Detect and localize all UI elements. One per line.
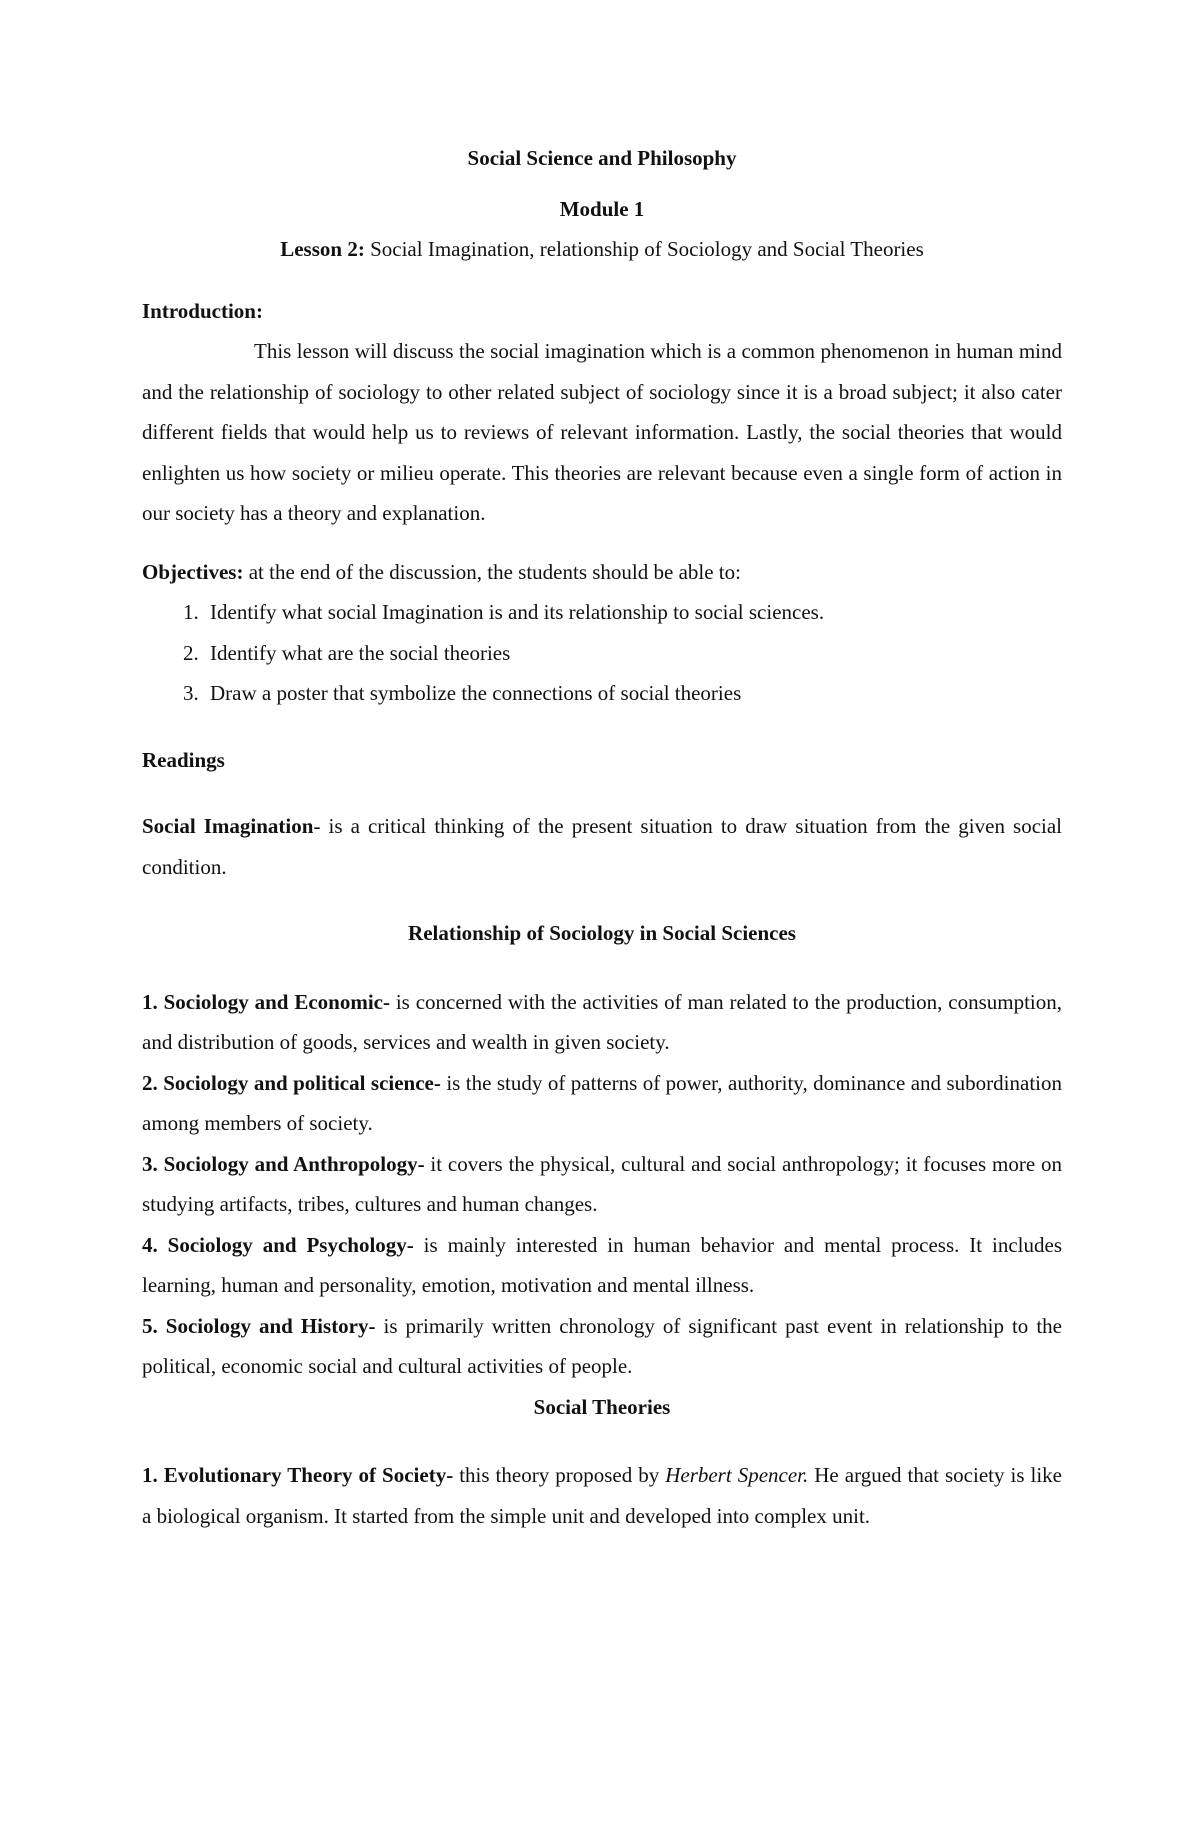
theory-text-after: He argued that society is like a biological organism. It started from the simple unit and developed into complex unit. (142, 1463, 1062, 1528)
relationship-item (142, 1063, 1062, 1144)
relationship-term: 5. Sociology and History- (142, 1313, 376, 1338)
theory-item (142, 1455, 1062, 1536)
theory-person: Herbert Spencer. (665, 1463, 809, 1487)
relationship-item (142, 1225, 1062, 1306)
theories-heading: Social Theories (533, 1394, 671, 1419)
objectives-list (142, 592, 1062, 714)
relationship-item (142, 982, 1062, 1063)
readings-text: - is a critical thinking of the present situation to draw situation from the given social condition. (142, 814, 1063, 879)
relationship-text: is mainly interested in human behavior and mental process. It includes learning, human and personality, emotion, motivation and mental illness. (142, 1232, 1062, 1297)
theory-text-before: this theory proposed by (453, 1463, 666, 1487)
relationship-text: is the study of patterns of power, authority, dominance and subordination among members of society. (142, 1070, 1062, 1135)
lesson-label: Lesson 2: (280, 237, 365, 261)
objectives-line (142, 552, 1062, 593)
relationship-heading: Relationship of Sociology in Social Sciences (408, 921, 796, 945)
readings-definition (142, 806, 1062, 887)
objectives-intro: at the end of the discussion, the students should be able to: (243, 559, 741, 584)
objective-item: 2. Identify what are the social theories (204, 633, 1062, 674)
relationship-term: 4. Sociology and Psychology- (142, 1232, 414, 1257)
relationship-text: it covers the physical, cultural and social anthropology; it focuses more on studying artifacts, tribes, cultures and human changes. (142, 1151, 1063, 1216)
objective-item: 1. Identify what social Imagination is and its relationship to social sciences. (204, 592, 1062, 633)
theory-term: 1. Evolutionary Theory of Society- (142, 1463, 454, 1487)
document-page (142, 138, 1062, 1536)
relationship-item (142, 1306, 1062, 1387)
relationship-term: 3. Sociology and Anthropology- (142, 1151, 425, 1176)
readings-term: Social Imagination (142, 814, 314, 838)
objectives-heading: Objectives: (142, 559, 244, 584)
relationship-term: 2. Sociology and political science- (142, 1070, 441, 1095)
objective-item: 3. Draw a poster that symbolize the connections of social theories (204, 673, 1062, 714)
relationship-item (142, 1144, 1062, 1225)
module-label: Module 1 (559, 196, 645, 221)
readings-heading: Readings (142, 747, 225, 772)
relationship-list (142, 982, 1062, 1387)
relationship-term: 1. Sociology and Economic- (142, 989, 390, 1014)
lesson-title: Social Imagination, relationship of Sociology and Social Theories (364, 237, 924, 261)
relationship-text: is primarily written chronology of significant past event in relationship to the political, economic social and cultural activities of people. (142, 1313, 1062, 1378)
lesson-line (142, 229, 1062, 270)
course-title: Social Science and Philosophy (467, 146, 737, 170)
introduction-text: This lesson will discuss the social imagination which is a common phenomenon in human mind and the relationship of sociology to other related subject of sociology since it is a broad subject; it also cater different fields that would help us to reviews of relevant information. Lastly, the social theories that would enlighten us how society or milieu operate. This theories are relevant because even a single form of action in our society has a theory and explanation. (142, 339, 1062, 525)
introduction-heading: Introduction: (142, 298, 263, 323)
relationship-text: is concerned with the activities of man related to the production, consumption, and distribution of goods, services and wealth in given society. (142, 989, 1062, 1054)
